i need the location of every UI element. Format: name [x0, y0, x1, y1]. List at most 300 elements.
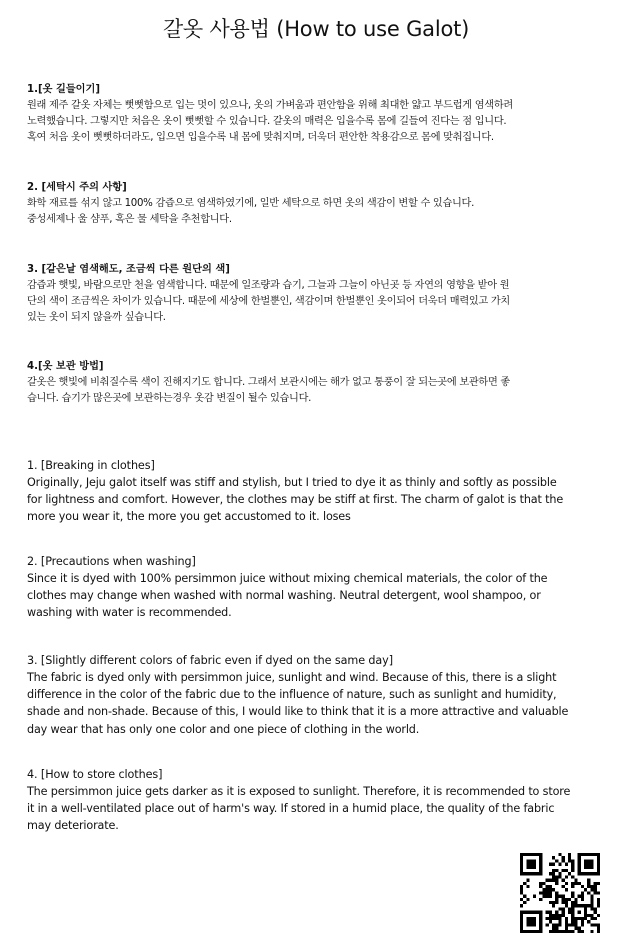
qr-module [568, 923, 571, 926]
qr-module [526, 853, 529, 856]
qr-module [552, 914, 555, 917]
qr-module [552, 930, 555, 933]
qr-module [578, 930, 581, 933]
body-line: 단의 색이 조금씩은 차이가 있습니다. 때문에 세상에 한벌뿐인, 색감이며 한벌뿐인 옷이되어 더욱더 매력있고 가치 [27, 296, 510, 308]
qr-module [533, 923, 536, 926]
qr-module [568, 872, 571, 875]
qr-module [555, 859, 558, 862]
qr-module [571, 911, 574, 914]
body-line: Since it is dyed with 100% persimmon juice without mixing chemical materials, the color of the [27, 572, 548, 585]
qr-module [546, 885, 549, 888]
qr-module [565, 875, 568, 878]
qr-module [539, 866, 542, 869]
qr-module [520, 888, 523, 891]
qr-module [562, 901, 565, 904]
qr-module [562, 885, 565, 888]
qr-module [520, 898, 523, 901]
qr-module [549, 872, 552, 875]
qr-module [530, 920, 533, 923]
qr-module [594, 872, 597, 875]
qr-module [555, 879, 558, 882]
qr-module [578, 866, 581, 869]
qr-module [555, 895, 558, 898]
qr-module [526, 863, 529, 866]
qr-module [597, 859, 600, 862]
qr-module [555, 914, 558, 917]
qr-module [587, 863, 590, 866]
qr-module [581, 898, 584, 901]
qr-module [571, 895, 574, 898]
qr-module [578, 856, 581, 859]
korean-section-2 [27, 180, 587, 228]
section-heading: 4. [How to store clothes] [27, 768, 163, 781]
qr-module [536, 911, 539, 914]
qr-module [571, 901, 574, 904]
qr-module [574, 901, 577, 904]
qr-module [571, 923, 574, 926]
qr-module [546, 895, 549, 898]
qr-module [587, 866, 590, 869]
qr-module [594, 885, 597, 888]
qr-module [578, 911, 581, 914]
qr-module [520, 859, 523, 862]
qr-module [571, 914, 574, 917]
qr-module [558, 930, 561, 933]
qr-module [571, 907, 574, 910]
qr-module [549, 920, 552, 923]
qr-module [546, 888, 549, 891]
qr-module [546, 923, 549, 926]
qr-module [581, 891, 584, 894]
section-heading: 2. [Precautions when washing] [27, 555, 196, 568]
qr-module [584, 907, 587, 910]
qr-module [568, 907, 571, 910]
qr-module [562, 869, 565, 872]
qr-module [574, 904, 577, 907]
qr-module [549, 914, 552, 917]
qr-module [562, 859, 565, 862]
qr-module [549, 888, 552, 891]
qr-module [542, 882, 545, 885]
qr-module [555, 898, 558, 901]
qr-module [549, 895, 552, 898]
qr-module [533, 911, 536, 914]
qr-module [565, 888, 568, 891]
qr-module [523, 911, 526, 914]
qr-module [520, 917, 523, 920]
section-body [27, 375, 587, 407]
qr-module [597, 853, 600, 856]
qr-module [539, 882, 542, 885]
qr-module [520, 891, 523, 894]
qr-module [584, 911, 587, 914]
section-heading: 1.[옷 길들이기] [27, 84, 101, 95]
qr-module [590, 872, 593, 875]
qr-module [558, 863, 561, 866]
qr-module [558, 923, 561, 926]
qr-module [597, 898, 600, 901]
qr-module [549, 879, 552, 882]
qr-module [555, 917, 558, 920]
qr-module [555, 930, 558, 933]
qr-module [546, 911, 549, 914]
qr-module [555, 869, 558, 872]
qr-module [549, 917, 552, 920]
qr-module [530, 853, 533, 856]
body-line: more you wear it, the more you get accustomed to it. loses [27, 510, 351, 524]
qr-module [597, 869, 600, 872]
section-heading: 2. [세탁시 주의 사항] [27, 182, 127, 193]
qr-module [574, 879, 577, 882]
section-heading: 1. [Breaking in clothes] [27, 459, 155, 472]
section-heading: 4.[옷 보관 방법] [27, 361, 104, 372]
qr-module [584, 904, 587, 907]
section-body [27, 783, 587, 835]
qr-module [558, 872, 561, 875]
qr-module [581, 930, 584, 933]
qr-module [594, 888, 597, 891]
english-section-4 [27, 766, 587, 835]
qr-module [594, 917, 597, 920]
qr-module [533, 859, 536, 862]
qr-module [574, 882, 577, 885]
qr-module [526, 879, 529, 882]
qr-module [587, 859, 590, 862]
qr-module [594, 882, 597, 885]
qr-module [539, 872, 542, 875]
qr-module [549, 891, 552, 894]
qr-module [526, 866, 529, 869]
qr-module [539, 898, 542, 901]
body-line: difference in the color of the fabric due to the influence of nature, such as sunlight and humidity, [27, 688, 557, 702]
page-title: 갈옷 사용법 (How to use Galot) [162, 17, 470, 41]
qr-module [597, 914, 600, 917]
qr-module [597, 863, 600, 866]
qr-module [533, 930, 536, 933]
qr-module [562, 898, 565, 901]
qr-module [549, 930, 552, 933]
qr-module [546, 879, 549, 882]
qr-module [539, 930, 542, 933]
korean-section-3 [27, 262, 587, 327]
qr-module [533, 917, 536, 920]
qr-module [571, 869, 574, 872]
qr-module [539, 927, 542, 930]
qr-module [533, 866, 536, 869]
qr-module [530, 866, 533, 869]
qr-module [578, 869, 581, 872]
qr-module [562, 930, 565, 933]
korean-section-1 [27, 82, 587, 147]
qr-module [558, 875, 561, 878]
qr-module [542, 888, 545, 891]
qr-module [584, 863, 587, 866]
qr-module [552, 879, 555, 882]
qr-module [581, 904, 584, 907]
qr-module [530, 872, 533, 875]
qr-module [571, 891, 574, 894]
body-line: 감즙과 햇빛, 바람으로만 천을 염색합니다. 때문에 일조량과 습기, 그늘과 그늘이 아닌곳 등 자연의 영향을 받아 원 [27, 280, 510, 291]
qr-module [597, 901, 600, 904]
section-body [27, 196, 587, 228]
qr-module [594, 923, 597, 926]
section-body [27, 570, 587, 622]
body-line: 노력했습니다. 그렇지만 처음은 옷이 뻣뻣할 수 있습니다. 갈옷의 매력은 입을수록 몸에 길들여 진다는 점 입니다. [27, 116, 507, 128]
qr-module [581, 920, 584, 923]
qr-module [533, 895, 536, 898]
qr-module [587, 920, 590, 923]
qr-module [526, 872, 529, 875]
qr-code-icon[interactable] [520, 853, 600, 933]
qr-module [539, 923, 542, 926]
qr-module [558, 917, 561, 920]
qr-module [590, 914, 593, 917]
qr-module [581, 923, 584, 926]
qr-module [562, 895, 565, 898]
qr-module [555, 891, 558, 894]
qr-module [590, 898, 593, 901]
qr-module [539, 856, 542, 859]
qr-module [571, 930, 574, 933]
qr-module [581, 853, 584, 856]
qr-module [552, 888, 555, 891]
qr-module [597, 882, 600, 885]
qr-module [574, 923, 577, 926]
qr-module [549, 863, 552, 866]
section-heading: 3. [Slightly different colors of fabric even if dyed on the same day] [27, 654, 393, 667]
qr-module [584, 914, 587, 917]
qr-module [597, 930, 600, 933]
qr-module [571, 866, 574, 869]
qr-module [520, 863, 523, 866]
qr-module [571, 904, 574, 907]
qr-module [558, 914, 561, 917]
qr-module [590, 901, 593, 904]
qr-module [565, 930, 568, 933]
qr-module [565, 882, 568, 885]
qr-module [597, 891, 600, 894]
qr-module [526, 930, 529, 933]
qr-module [574, 920, 577, 923]
qr-module [587, 882, 590, 885]
qr-module [590, 866, 593, 869]
qr-module [552, 875, 555, 878]
qr-module [552, 917, 555, 920]
qr-module [590, 863, 593, 866]
qr-module [571, 882, 574, 885]
qr-module [581, 885, 584, 888]
qr-module [520, 914, 523, 917]
body-line: washing with water is recommended. [27, 606, 232, 620]
qr-module [587, 885, 590, 888]
qr-module [578, 853, 581, 856]
qr-module [520, 911, 523, 914]
qr-module [549, 885, 552, 888]
qr-module [536, 930, 539, 933]
qr-module [571, 920, 574, 923]
qr-module [578, 917, 581, 920]
qr-module [587, 853, 590, 856]
qr-module [574, 898, 577, 901]
qr-module [565, 869, 568, 872]
qr-module [597, 872, 600, 875]
qr-module [552, 927, 555, 930]
qr-module [587, 879, 590, 882]
qr-module [555, 901, 558, 904]
english-section-1 [27, 457, 587, 526]
qr-module [597, 856, 600, 859]
qr-module [594, 853, 597, 856]
qr-module [530, 863, 533, 866]
qr-module [539, 869, 542, 872]
qr-module [578, 904, 581, 907]
qr-module [530, 911, 533, 914]
korean-section-4 [27, 359, 587, 407]
section-heading: 3. [같은날 염색해도, 조금씩 다른 원단의 색] [27, 264, 230, 275]
qr-module [549, 901, 552, 904]
qr-module [571, 859, 574, 862]
qr-module [584, 888, 587, 891]
qr-module [565, 927, 568, 930]
qr-module [574, 917, 577, 920]
qr-module [526, 920, 529, 923]
qr-module [552, 904, 555, 907]
body-line: 혹여 처음 옷이 뻣뻣하더라도, 입으면 입을수록 내 몸에 맞춰지며, 더욱더 편안한 착용감으로 몸에 맞춰집니다. [27, 132, 494, 144]
qr-module [558, 920, 561, 923]
qr-module [594, 891, 597, 894]
qr-module [555, 927, 558, 930]
qr-module [542, 895, 545, 898]
qr-module [590, 923, 593, 926]
body-line: 있는 옷이 되지 않을까 싶습니다. [27, 312, 166, 324]
qr-module [590, 888, 593, 891]
qr-module [539, 920, 542, 923]
qr-module [523, 853, 526, 856]
qr-module [568, 930, 571, 933]
qr-module [520, 920, 523, 923]
qr-module [590, 904, 593, 907]
qr-module [571, 863, 574, 866]
qr-module [539, 917, 542, 920]
qr-module [597, 866, 600, 869]
section-body [27, 98, 587, 147]
qr-module [523, 872, 526, 875]
qr-module [520, 930, 523, 933]
qr-module [552, 863, 555, 866]
qr-module [555, 882, 558, 885]
qr-module [552, 923, 555, 926]
body-line: may deteriorate. [27, 819, 119, 833]
qr-module [565, 898, 568, 901]
body-line: The persimmon juice gets darker as it is exposed to sunlight. Therefore, it is recommended to store [27, 785, 571, 798]
qr-module [590, 907, 593, 910]
qr-module [530, 917, 533, 920]
qr-module [597, 923, 600, 926]
qr-module [552, 856, 555, 859]
section-body [27, 278, 587, 327]
qr-module [552, 872, 555, 875]
qr-module [574, 927, 577, 930]
qr-module [539, 859, 542, 862]
section-body [27, 474, 587, 526]
qr-module [523, 930, 526, 933]
qr-module [581, 872, 584, 875]
qr-module [520, 869, 523, 872]
qr-module [587, 904, 590, 907]
section-body [27, 669, 587, 738]
qr-module [562, 856, 565, 859]
qr-module [562, 907, 565, 910]
qr-module [565, 863, 568, 866]
body-line: 원래 제주 갈옷 자체는 뻣뻣함으로 입는 멋이 있으나, 옷의 가벼움과 편안함을 위해 최대한 얇고 부드럽게 염색하려 [27, 100, 513, 111]
english-section-2 [27, 553, 587, 622]
qr-module [526, 917, 529, 920]
qr-module [578, 895, 581, 898]
qr-module [587, 914, 590, 917]
qr-module [590, 853, 593, 856]
body-line: clothes may change when washed with normal washing. Neutral detergent, wool shampoo, or [27, 589, 541, 603]
qr-module [584, 866, 587, 869]
body-line: 습니다. 습기가 많은곳에 보관하는경우 옷감 변질이 될수 있습니다. [27, 393, 312, 405]
qr-module [552, 901, 555, 904]
qr-module [590, 930, 593, 933]
qr-module [526, 923, 529, 926]
qr-module [533, 853, 536, 856]
qr-module [539, 911, 542, 914]
qr-module [539, 914, 542, 917]
qr-module [581, 895, 584, 898]
qr-module [584, 853, 587, 856]
qr-module [565, 917, 568, 920]
qr-module [526, 859, 529, 862]
qr-module [597, 927, 600, 930]
qr-module [587, 872, 590, 875]
qr-module [558, 853, 561, 856]
qr-module [539, 885, 542, 888]
qr-module [539, 891, 542, 894]
body-line: shade and non-shade. Because of this, I would like to think that it is a more attractive and valuable [27, 705, 569, 719]
qr-module [549, 911, 552, 914]
qr-module [568, 853, 571, 856]
english-section-3 [27, 652, 587, 738]
qr-module [568, 898, 571, 901]
qr-module [590, 859, 593, 862]
qr-module [546, 891, 549, 894]
qr-module [526, 911, 529, 914]
qr-module [546, 917, 549, 920]
body-line: The fabric is dyed only with persimmon juice, sunlight and wind. Because of this, there is a slight [27, 671, 557, 684]
qr-module [520, 904, 523, 907]
qr-module [520, 866, 523, 869]
qr-module [533, 920, 536, 923]
qr-module [578, 863, 581, 866]
qr-module [578, 927, 581, 930]
qr-module [571, 875, 574, 878]
qr-module [562, 914, 565, 917]
qr-module [597, 904, 600, 907]
qr-module [526, 898, 529, 901]
qr-module [581, 917, 584, 920]
qr-module [584, 859, 587, 862]
qr-module [568, 859, 571, 862]
body-line: 화학 재료를 섞지 않고 100% 감즙으로 염색하였기에, 일반 세탁으로 하면 옷의 색감이 변할 수 있습니다. [27, 198, 475, 209]
qr-module [555, 923, 558, 926]
qr-module [530, 930, 533, 933]
qr-module [568, 911, 571, 914]
qr-module [520, 853, 523, 856]
qr-module [530, 859, 533, 862]
qr-module [523, 895, 526, 898]
